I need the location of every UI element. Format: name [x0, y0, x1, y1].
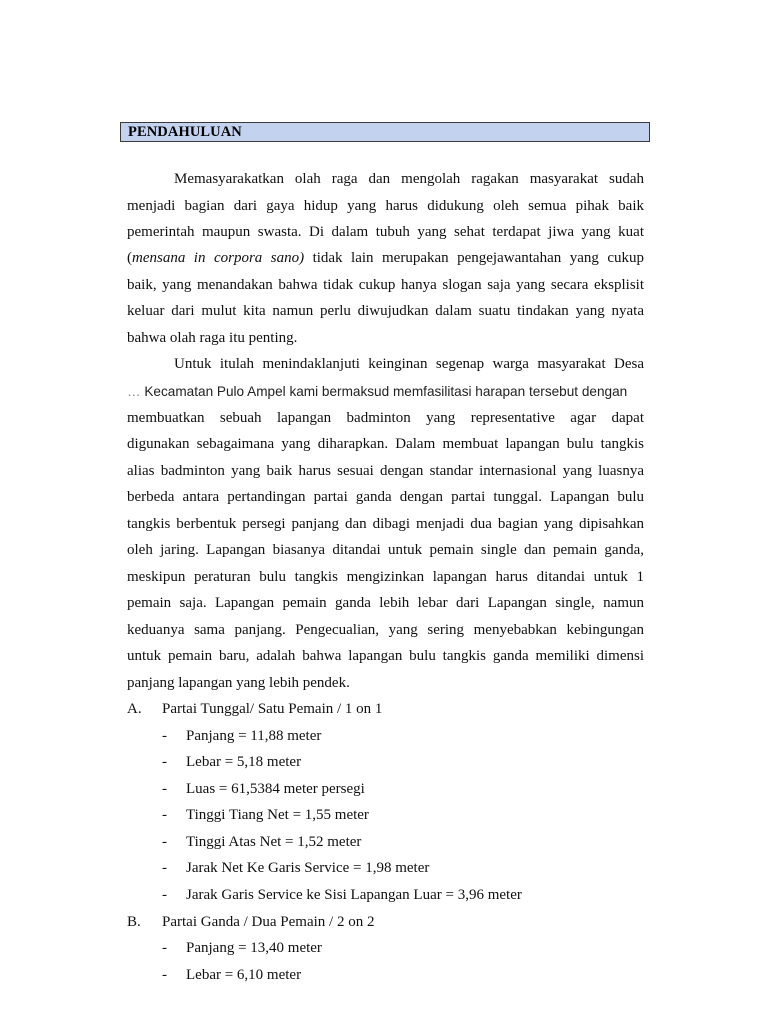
bullet-dash: -: [162, 967, 167, 983]
bullet-dash: -: [162, 807, 167, 823]
placeholder-ellipsis: …: [127, 384, 141, 399]
paragraph-line: digunakan sebagaimana yang diharapkan. Dalam membuat lapangan bulu tangkis: [127, 436, 644, 452]
list-item: Lebar = 5,18 meter: [186, 754, 302, 770]
bullet-dash: -: [162, 940, 167, 956]
bullet-dash: -: [162, 781, 167, 797]
list-item: Jarak Net Ke Garis Service = 1,98 meter: [186, 860, 430, 876]
list-item: Tinggi Atas Net = 1,52 meter: [186, 834, 362, 850]
paragraph-line: pemerintah maupun swasta. Di dalam tubuh yang sehat terdapat jiwa yang kuat: [127, 224, 644, 240]
bullet-dash: -: [162, 860, 167, 876]
paragraph-line: alias badminton yang baik harus sesuai dengan standar internasional yang luasnya: [127, 463, 644, 479]
paragraph-line: meskipun peraturan bulu tangkis mengizinkan lapangan harus ditandai untuk 1: [127, 569, 644, 585]
paragraph-line: keduanya sama panjang. Pengecualian, yang sering menyebabkan kebingungan: [127, 622, 644, 638]
list-marker-a: A.: [127, 701, 142, 717]
paragraph-line: … Kecamatan Pulo Ampel kami bermaksud memfasilitasi harapan tersebut dengan: [127, 384, 628, 399]
heading-box: [120, 122, 650, 142]
heading-title: PENDAHULUAN: [128, 124, 242, 140]
paragraph-line: tangkis berbentuk persegi panjang dan dibagi menjadi dua bagian yang dipisahkan: [127, 516, 644, 532]
paragraph-line: menjadi bagian dari gaya hidup yang harus didukung oleh semua pihak baik: [127, 198, 644, 214]
paragraph-line: Memasyarakatkan olah raga dan mengolah ragakan masyarakat sudah: [174, 171, 644, 187]
bullet-dash: -: [162, 834, 167, 850]
paragraph-line: (mensana in corpora sano) tidak lain merupakan pengejawantahan yang cukup: [127, 250, 644, 266]
paragraph-line: panjang lapangan yang lebih pendek.: [127, 675, 350, 691]
list-item: Luas = 61,5384 meter persegi: [186, 781, 365, 797]
list-item: Tinggi Tiang Net = 1,55 meter: [186, 807, 369, 823]
bullet-dash: -: [162, 754, 167, 770]
bullet-dash: -: [162, 887, 167, 903]
paragraph-line: bahwa olah raga itu penting.: [127, 330, 298, 346]
paragraph-line: membuatkan sebuah lapangan badminton yang representative agar dapat: [127, 410, 644, 426]
section-title-a: Partai Tunggal/ Satu Pemain / 1 on 1: [162, 701, 383, 717]
list-item: Panjang = 13,40 meter: [186, 940, 322, 956]
paragraph-line: Untuk itulah menindaklanjuti keinginan segenap warga masyarakat Desa: [174, 356, 644, 372]
list-item: Lebar = 6,10 meter: [186, 967, 302, 983]
latin-phrase: mensana in corpora sano): [132, 250, 305, 266]
list-item: Jarak Garis Service ke Sisi Lapangan Luar = 3,96 meter: [186, 887, 522, 903]
paragraph-line: oleh jaring. Lapangan biasanya ditandai untuk pemain single dan pemain ganda,: [127, 542, 644, 558]
paragraph-line: berbeda antara pertandingan partai ganda dengan partai tunggal. Lapangan bulu: [127, 489, 644, 505]
list-item: Panjang = 11,88 meter: [186, 728, 322, 744]
list-marker-b: B.: [127, 914, 141, 930]
section-title-b: Partai Ganda / Dua Pemain / 2 on 2: [162, 914, 375, 930]
paragraph-line: pemain saja. Lapangan pemain ganda lebih lebar dari Lapangan single, namun: [127, 595, 644, 611]
paragraph-line: baik, yang menandakan bahwa tidak cukup hanya slogan saja yang secara eksplisit: [127, 277, 644, 293]
paragraph-line: keluar dari mulut kita namun perlu diwujudkan dalam suatu tindakan yang nyata: [127, 303, 644, 319]
paragraph-line: untuk pemain baru, adalah bahwa lapangan bulu tangkis ganda memiliki dimensi: [127, 648, 644, 664]
bullet-dash: -: [162, 728, 167, 744]
